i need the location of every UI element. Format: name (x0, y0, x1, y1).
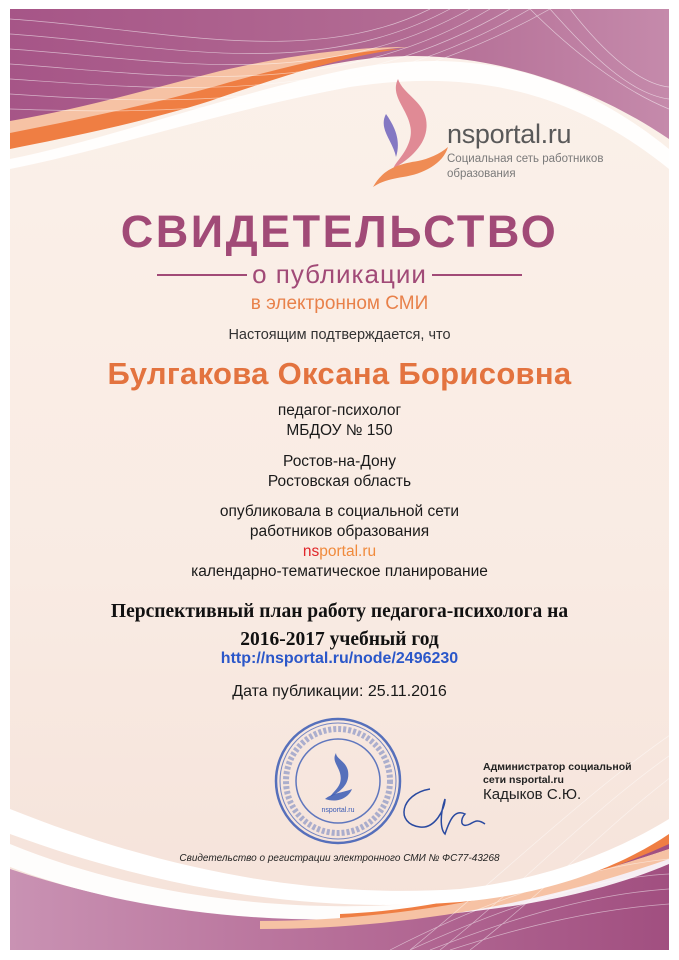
work-title-line1: Перспективный план работу педагога-психолога на (110, 601, 569, 622)
position-block (10, 401, 669, 441)
brand-tagline-line1: Социальная сеть работников (447, 153, 604, 165)
publication-date: Дата публикации: 25.11.2016 (232, 683, 447, 700)
official-stamp-icon (270, 713, 410, 853)
brand-tagline-line2: образования (447, 168, 516, 180)
certificate-subtitle2: в электронном СМИ (250, 293, 429, 314)
registration-text: Свидетельство о регистрации электронного СМИ № ФС77-43268 (179, 853, 500, 864)
brand-name: nsportal.ru (447, 119, 572, 149)
admin-role (483, 761, 632, 787)
person-name: Булгакова Оксана Борисовна (107, 356, 572, 391)
work-title-line2: 2016-2017 учебный год (240, 629, 439, 650)
work-title (10, 598, 669, 654)
certificate-subtitle: о публикации (252, 259, 427, 289)
site-name (10, 542, 669, 562)
published-line1: опубликовала в социальной сети (219, 503, 460, 520)
region: Ростовская область (267, 473, 412, 490)
site-name-ns: ns (302, 543, 320, 560)
category: календарно-тематическое планирование (191, 563, 488, 580)
admin-role-line2: сети nsportal.ru (483, 774, 564, 786)
signature-icon (390, 779, 490, 839)
position: педагог-психолог (277, 402, 402, 419)
confirm-text: Настоящим подтверждается, что (228, 327, 451, 343)
certificate-title: СВИДЕТЕЛЬСТВО (120, 206, 559, 257)
divider-right (432, 274, 522, 276)
svg-text:nsportal.ru: nsportal.ru (321, 807, 355, 814)
certificate-page (10, 9, 669, 950)
subtitle-row (10, 259, 669, 290)
site-name-rest: portal.ru (319, 543, 377, 560)
publication-link[interactable]: http://nsportal.ru/node/2496230 (220, 650, 459, 667)
city: Ростов-на-Дону (283, 453, 396, 470)
brand-tagline (447, 152, 627, 182)
admin-name: Кадыков С.Ю. (483, 786, 582, 803)
published-line2: работников образования (249, 523, 430, 540)
organization: МБДОУ № 150 (286, 422, 393, 439)
publication-block (10, 502, 669, 582)
divider-left (157, 274, 247, 276)
location-block (10, 452, 669, 492)
admin-role-line1: Администратор социальной (483, 761, 632, 773)
